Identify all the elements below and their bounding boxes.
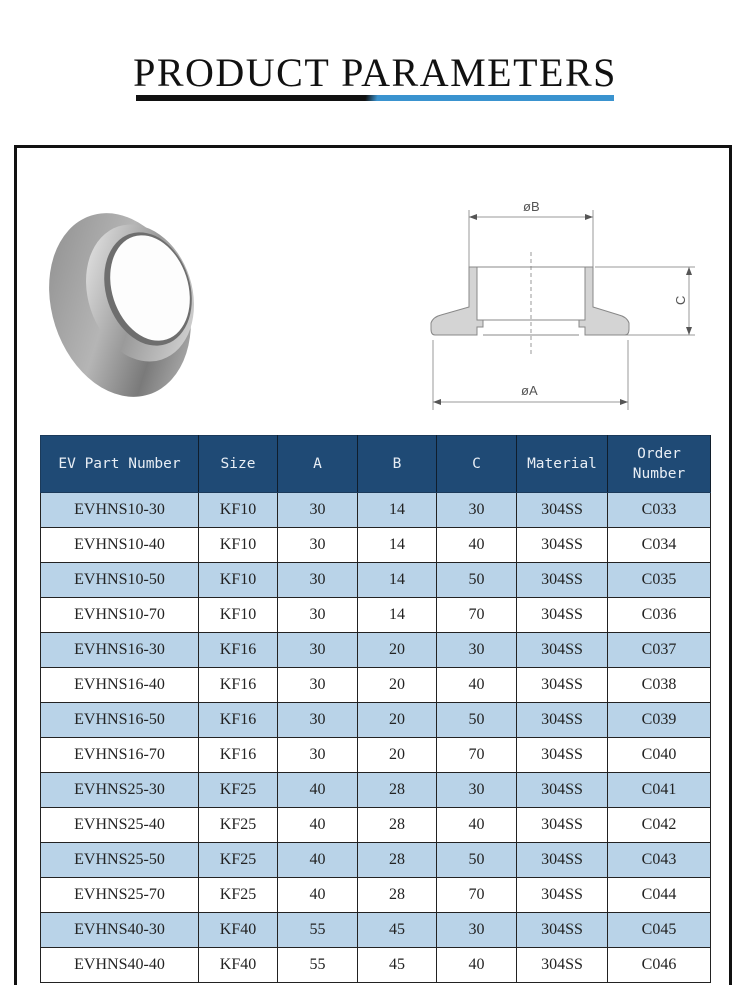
cell-order-number: C041 bbox=[608, 773, 711, 808]
cell-material: 304SS bbox=[517, 598, 608, 633]
table-row bbox=[41, 738, 711, 773]
cell-material: 304SS bbox=[517, 878, 608, 913]
cell-material: 304SS bbox=[517, 563, 608, 598]
cell-a: 40 bbox=[278, 773, 358, 808]
cell-c: 70 bbox=[437, 738, 517, 773]
cell-b: 14 bbox=[358, 563, 437, 598]
cell-part-number: EVHNS16-30 bbox=[41, 633, 199, 668]
table-row bbox=[41, 948, 711, 983]
table-row bbox=[41, 598, 711, 633]
cell-a: 30 bbox=[278, 563, 358, 598]
cell-material: 304SS bbox=[517, 668, 608, 703]
cell-c: 30 bbox=[437, 633, 517, 668]
cell-part-number: EVHNS25-30 bbox=[41, 773, 199, 808]
table-row bbox=[41, 668, 711, 703]
cell-part-number: EVHNS10-30 bbox=[41, 493, 199, 528]
cell-order-number: C039 bbox=[608, 703, 711, 738]
cell-a: 55 bbox=[278, 948, 358, 983]
cell-c: 40 bbox=[437, 668, 517, 703]
cell-c: 70 bbox=[437, 878, 517, 913]
cell-size: KF10 bbox=[199, 598, 278, 633]
cell-c: 40 bbox=[437, 808, 517, 843]
cell-part-number: EVHNS40-40 bbox=[41, 948, 199, 983]
cell-a: 55 bbox=[278, 913, 358, 948]
cell-b: 45 bbox=[358, 913, 437, 948]
title-underline bbox=[136, 95, 614, 101]
cell-material: 304SS bbox=[517, 948, 608, 983]
cell-size: KF10 bbox=[199, 528, 278, 563]
cell-a: 40 bbox=[278, 808, 358, 843]
cell-part-number: EVHNS10-40 bbox=[41, 528, 199, 563]
cell-order-number: C046 bbox=[608, 948, 711, 983]
cell-b: 28 bbox=[358, 843, 437, 878]
cell-material: 304SS bbox=[517, 493, 608, 528]
cell-order-number: C038 bbox=[608, 668, 711, 703]
cell-order-number: C034 bbox=[608, 528, 711, 563]
cell-size: KF25 bbox=[199, 808, 278, 843]
cell-a: 30 bbox=[278, 528, 358, 563]
cell-a: 30 bbox=[278, 493, 358, 528]
cell-order-number: C036 bbox=[608, 598, 711, 633]
cell-part-number: EVHNS25-50 bbox=[41, 843, 199, 878]
col-header-a: A bbox=[278, 436, 358, 493]
cell-a: 40 bbox=[278, 843, 358, 878]
cell-material: 304SS bbox=[517, 913, 608, 948]
table-header-row bbox=[41, 436, 711, 493]
cell-material: 304SS bbox=[517, 843, 608, 878]
col-header-b: B bbox=[358, 436, 437, 493]
cell-part-number: EVHNS25-40 bbox=[41, 808, 199, 843]
cell-b: 14 bbox=[358, 598, 437, 633]
cell-b: 28 bbox=[358, 808, 437, 843]
table-row bbox=[41, 913, 711, 948]
cell-order-number: C044 bbox=[608, 878, 711, 913]
cell-size: KF16 bbox=[199, 633, 278, 668]
cell-a: 30 bbox=[278, 633, 358, 668]
cell-size: KF10 bbox=[199, 493, 278, 528]
cell-a: 30 bbox=[278, 598, 358, 633]
cell-b: 28 bbox=[358, 773, 437, 808]
cell-material: 304SS bbox=[517, 633, 608, 668]
cell-c: 30 bbox=[437, 913, 517, 948]
cell-order-number: C045 bbox=[608, 913, 711, 948]
cell-a: 40 bbox=[278, 878, 358, 913]
cell-c: 40 bbox=[437, 528, 517, 563]
cell-c: 70 bbox=[437, 598, 517, 633]
table-row bbox=[41, 528, 711, 563]
cell-b: 28 bbox=[358, 878, 437, 913]
col-header-size: Size bbox=[199, 436, 278, 493]
cell-size: KF10 bbox=[199, 563, 278, 598]
label-diameter-b: øB bbox=[523, 199, 540, 214]
parameters-table bbox=[40, 435, 711, 983]
table-row bbox=[41, 703, 711, 738]
table-row bbox=[41, 633, 711, 668]
cell-size: KF25 bbox=[199, 773, 278, 808]
cell-order-number: C043 bbox=[608, 843, 711, 878]
cell-part-number: EVHNS16-50 bbox=[41, 703, 199, 738]
cell-c: 40 bbox=[437, 948, 517, 983]
cell-c: 50 bbox=[437, 703, 517, 738]
cell-part-number: EVHNS25-70 bbox=[41, 878, 199, 913]
cell-b: 45 bbox=[358, 948, 437, 983]
cell-material: 304SS bbox=[517, 773, 608, 808]
cell-size: KF16 bbox=[199, 738, 278, 773]
cell-c: 30 bbox=[437, 773, 517, 808]
cell-material: 304SS bbox=[517, 528, 608, 563]
cell-b: 20 bbox=[358, 668, 437, 703]
col-header-part-number: EV Part Number bbox=[41, 436, 199, 493]
dimension-drawing bbox=[425, 195, 705, 415]
page-title: PRODUCT PARAMETERS bbox=[133, 50, 617, 95]
cell-size: KF16 bbox=[199, 703, 278, 738]
cell-part-number: EVHNS10-70 bbox=[41, 598, 199, 633]
col-header-c: C bbox=[437, 436, 517, 493]
cell-a: 30 bbox=[278, 738, 358, 773]
cell-material: 304SS bbox=[517, 738, 608, 773]
label-diameter-a: øA bbox=[521, 383, 538, 398]
cell-size: KF40 bbox=[199, 948, 278, 983]
cell-c: 50 bbox=[437, 843, 517, 878]
cell-part-number: EVHNS40-30 bbox=[41, 913, 199, 948]
table-row bbox=[41, 773, 711, 808]
cell-a: 30 bbox=[278, 668, 358, 703]
table-row bbox=[41, 878, 711, 913]
cell-order-number: C040 bbox=[608, 738, 711, 773]
table-row bbox=[41, 493, 711, 528]
cell-material: 304SS bbox=[517, 703, 608, 738]
cell-b: 14 bbox=[358, 493, 437, 528]
cell-part-number: EVHNS10-50 bbox=[41, 563, 199, 598]
cell-b: 20 bbox=[358, 703, 437, 738]
cell-order-number: C033 bbox=[608, 493, 711, 528]
col-header-order-number: Order Number bbox=[608, 436, 711, 493]
table-row bbox=[41, 843, 711, 878]
cell-b: 14 bbox=[358, 528, 437, 563]
cell-size: KF25 bbox=[199, 878, 278, 913]
cell-b: 20 bbox=[358, 633, 437, 668]
cell-part-number: EVHNS16-40 bbox=[41, 668, 199, 703]
cell-c: 50 bbox=[437, 563, 517, 598]
cell-material: 304SS bbox=[517, 808, 608, 843]
cell-order-number: C037 bbox=[608, 633, 711, 668]
cell-b: 20 bbox=[358, 738, 437, 773]
cell-size: KF25 bbox=[199, 843, 278, 878]
cell-a: 30 bbox=[278, 703, 358, 738]
cell-order-number: C042 bbox=[608, 808, 711, 843]
label-height-c: C bbox=[673, 295, 688, 305]
cell-c: 30 bbox=[437, 493, 517, 528]
table-row bbox=[41, 808, 711, 843]
cell-part-number: EVHNS16-70 bbox=[41, 738, 199, 773]
table-row bbox=[41, 563, 711, 598]
cell-size: KF16 bbox=[199, 668, 278, 703]
cell-order-number: C035 bbox=[608, 563, 711, 598]
cell-size: KF40 bbox=[199, 913, 278, 948]
product-photo bbox=[40, 205, 210, 405]
col-header-material: Material bbox=[517, 436, 608, 493]
